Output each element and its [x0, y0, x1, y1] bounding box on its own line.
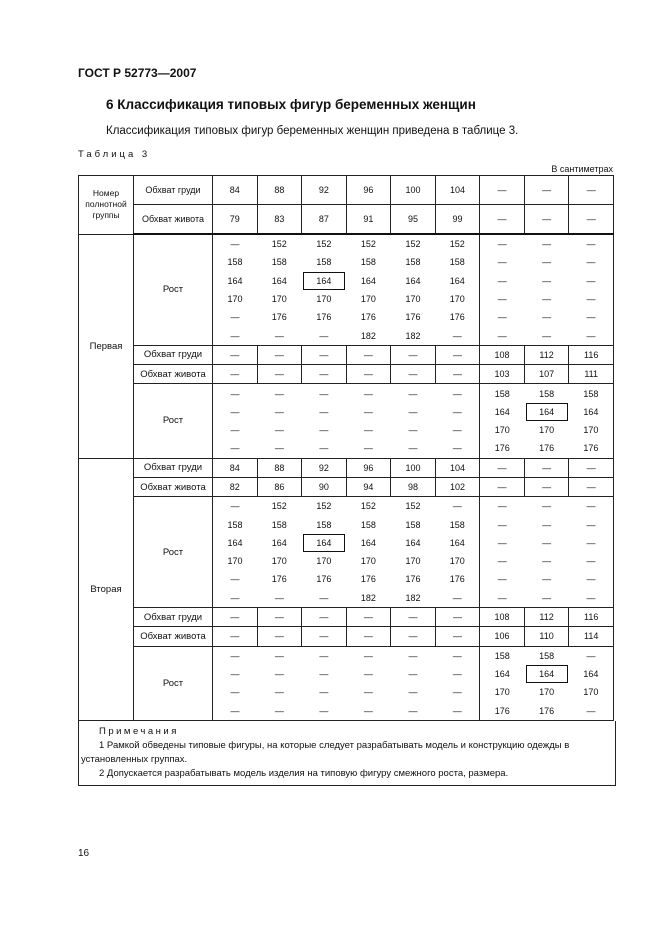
table-cell: 164	[405, 275, 421, 286]
table-cell: 176	[480, 701, 525, 720]
row-label: Рост	[134, 384, 213, 458]
table-cell: —	[257, 607, 302, 626]
table-cell: 96	[346, 176, 391, 205]
table-cell: 94	[346, 477, 391, 496]
table-cell: 99	[435, 205, 480, 235]
table-cell: 158	[480, 646, 525, 665]
table-cell: —	[524, 205, 569, 235]
table-row	[79, 365, 614, 384]
table-cell: —	[302, 627, 347, 646]
table-cell: 164	[480, 665, 525, 683]
table-cell: 182	[346, 326, 391, 345]
table-cell: —	[569, 515, 614, 533]
table-cell: 92	[302, 458, 347, 477]
table-cell: 82	[213, 477, 258, 496]
table-cell: —	[542, 519, 552, 530]
row-label: Обхват груди	[134, 458, 213, 477]
table-cell: 170	[271, 294, 287, 305]
row-label: Обхват груди	[134, 176, 213, 205]
table-cell: 170	[480, 683, 525, 701]
table-row	[79, 646, 614, 665]
table-cell: —	[542, 501, 552, 512]
section-title: 6 Классификация типовых фигур беременных женщин	[106, 97, 476, 112]
table-cell: —	[542, 574, 552, 585]
row-label: Обхват живота	[134, 627, 213, 646]
table-cell: 95	[391, 205, 436, 235]
table-cell: —	[213, 308, 258, 326]
table-cell: —	[213, 607, 258, 626]
table-cell: 112	[524, 607, 569, 626]
table-cell: 158	[449, 257, 465, 268]
table-cell: 158	[271, 257, 287, 268]
row-label: Рост	[134, 646, 213, 720]
table-cell: 158	[569, 384, 614, 403]
table-cell: 170	[316, 556, 332, 567]
table-header-row	[79, 205, 614, 235]
table-cell: 158	[316, 519, 332, 530]
table-cell: —	[257, 589, 302, 608]
table-cell: —	[319, 406, 329, 417]
table-cell: —	[408, 388, 418, 399]
table-cell: —	[542, 239, 552, 250]
table-cell: —	[569, 205, 614, 235]
typical-figure-box: 164	[303, 272, 345, 290]
table-row	[79, 627, 614, 646]
table-cell: 107	[524, 365, 569, 384]
table-cell: —	[435, 365, 480, 384]
table-cell: 91	[346, 205, 391, 235]
table-cell: 108	[480, 607, 525, 626]
table-cell: 152	[405, 239, 421, 250]
table-cell: —	[524, 589, 569, 608]
table-cell: —	[274, 425, 284, 436]
table-cell: —	[391, 701, 436, 720]
row-label: Обхват живота	[134, 477, 213, 496]
table-cell: —	[213, 326, 258, 345]
table-cell: —	[274, 406, 284, 417]
table-cell: —	[569, 308, 614, 326]
table-cell: 90	[302, 477, 347, 496]
group-column-header: Номер полнотной группы	[79, 176, 134, 235]
table-cell: —	[480, 290, 525, 308]
table-cell: —	[569, 458, 614, 477]
table-cell: 176	[360, 312, 376, 323]
table-cell: 152	[271, 239, 287, 250]
table-cell: 176	[480, 439, 525, 458]
table-cell: 114	[569, 627, 614, 646]
table-cell: 164	[271, 275, 287, 286]
table-cell: —	[302, 345, 347, 364]
table-cell: —	[452, 425, 462, 436]
table-cell: —	[346, 607, 391, 626]
table-cell: —	[542, 275, 552, 286]
table-cell: 88	[257, 176, 302, 205]
table-cell: —	[213, 421, 258, 439]
table-cell: 158	[539, 650, 555, 661]
table-cell: —	[363, 425, 373, 436]
table-cell: —	[213, 701, 258, 720]
table-cell: —	[452, 668, 462, 679]
table-cell: 108	[480, 345, 525, 364]
table-cell: 98	[391, 477, 436, 496]
group-name: Первая	[79, 234, 134, 458]
table-cell: —	[408, 687, 418, 698]
table-cell: —	[569, 176, 614, 205]
table-cell: 79	[213, 205, 258, 235]
table-cell: 152	[316, 239, 332, 250]
table-cell: 182	[391, 326, 436, 345]
table-cell: 170	[569, 421, 614, 439]
table-cell: 100	[391, 176, 436, 205]
table-cell: —	[213, 497, 258, 516]
table-cell: 170	[449, 294, 465, 305]
table-cell: —	[480, 272, 525, 290]
table-cell: 158	[405, 519, 421, 530]
table-cell: —	[480, 176, 525, 205]
table-cell: 164	[271, 537, 287, 548]
table-cell: —	[302, 589, 347, 608]
table-cell: —	[480, 534, 525, 552]
table-row	[79, 234, 614, 253]
table-cell: 112	[524, 345, 569, 364]
table-cell: 86	[257, 477, 302, 496]
table-cell: 170	[405, 556, 421, 567]
table-cell: 104	[435, 176, 480, 205]
table-cell: —	[302, 439, 347, 458]
page-number: 16	[78, 848, 90, 859]
table-units: В сантиметрах	[551, 164, 613, 174]
table-cell: —	[452, 501, 462, 512]
table-row	[79, 384, 614, 403]
table-cell: —	[524, 326, 569, 345]
group-name: Вторая	[79, 458, 134, 720]
table-cell: —	[569, 701, 614, 720]
table-header-row	[79, 176, 614, 205]
table-cell: —	[319, 425, 329, 436]
note-item: 1 Рамкой обведены типовые фигуры, на которые следует разрабатывать модель и конструкцию одежды в установленных группах.	[81, 740, 570, 765]
table-cell: —	[480, 308, 525, 326]
table-cell: —	[257, 439, 302, 458]
table-cell: 84	[213, 176, 258, 205]
table-cell: —	[542, 312, 552, 323]
table-cell-typical	[524, 665, 569, 683]
table-row	[79, 458, 614, 477]
table-cell: —	[408, 668, 418, 679]
table-cell: —	[213, 384, 258, 403]
table-cell: —	[346, 701, 391, 720]
table-cell: 176	[524, 701, 569, 720]
table-cell: —	[391, 345, 436, 364]
table-cell: 170	[316, 294, 332, 305]
table-cell: —	[391, 439, 436, 458]
table-cell: 158	[213, 515, 258, 533]
table-cell: 102	[435, 477, 480, 496]
table-cell: —	[569, 234, 614, 253]
table-cell: —	[569, 552, 614, 570]
table-cell: —	[569, 272, 614, 290]
table-cell: 170	[569, 683, 614, 701]
table-cell: —	[319, 388, 329, 399]
table-cell: —	[213, 365, 258, 384]
table-cell: —	[391, 607, 436, 626]
table-cell: —	[435, 345, 480, 364]
table-cell: —	[363, 388, 373, 399]
table-cell: 87	[302, 205, 347, 235]
table-cell: —	[569, 497, 614, 516]
table-cell: —	[452, 650, 462, 661]
table-cell: 100	[391, 458, 436, 477]
table-cell: 170	[480, 421, 525, 439]
row-label: Обхват груди	[134, 607, 213, 626]
table-cell: —	[346, 365, 391, 384]
table-cell: 176	[449, 312, 465, 323]
table-cell: 182	[346, 589, 391, 608]
table-cell: 158	[480, 384, 525, 403]
table-cell: 164	[213, 534, 258, 552]
table-row	[79, 477, 614, 496]
table-cell: 164	[480, 403, 525, 421]
table-cell: 158	[213, 253, 258, 271]
table-cell: 164	[213, 272, 258, 290]
table-cell-typical	[302, 272, 347, 290]
table-cell: —	[274, 388, 284, 399]
table-cell: —	[408, 425, 418, 436]
table-cell: —	[302, 326, 347, 345]
table-cell: —	[542, 294, 552, 305]
table-cell: 106	[480, 627, 525, 646]
table-caption: Таблица 3	[78, 149, 151, 160]
row-label: Рост	[134, 234, 213, 345]
table-cell: —	[480, 253, 525, 271]
table-cell: —	[257, 627, 302, 646]
table-cell: 170	[213, 290, 258, 308]
table-cell: 104	[435, 458, 480, 477]
table-row	[79, 345, 614, 364]
table-cell: —	[569, 589, 614, 608]
table-cell: 170	[271, 556, 287, 567]
table-cell: —	[213, 570, 258, 588]
row-label: Обхват груди	[134, 345, 213, 364]
typical-figure-box: 164	[303, 534, 345, 552]
table-cell: —	[391, 627, 436, 646]
table-cell: —	[480, 497, 525, 516]
table-cell: —	[569, 290, 614, 308]
table-cell: —	[346, 345, 391, 364]
table-cell: 103	[480, 365, 525, 384]
table-cell: 170	[449, 556, 465, 567]
table-cell: 176	[449, 574, 465, 585]
table-cell: 164	[360, 537, 376, 548]
table-cell: —	[452, 388, 462, 399]
table-cell: 116	[569, 345, 614, 364]
table-cell: —	[213, 439, 258, 458]
table-cell: —	[302, 607, 347, 626]
table-cell: —	[257, 345, 302, 364]
table-cell: —	[435, 701, 480, 720]
table-cell: —	[319, 650, 329, 661]
table-cell: 176	[271, 574, 287, 585]
table-cell: 176	[524, 439, 569, 458]
table-cell: 182	[391, 589, 436, 608]
table-cell: —	[480, 589, 525, 608]
table-cell: 152	[360, 239, 376, 250]
table-cell: —	[524, 477, 569, 496]
table-cell: —	[569, 326, 614, 345]
table-cell: —	[435, 589, 480, 608]
table-cell: 158	[271, 519, 287, 530]
table-cell: 84	[213, 458, 258, 477]
table-cell: —	[213, 683, 258, 701]
table-cell: —	[569, 253, 614, 271]
table-cell: —	[569, 570, 614, 588]
table-cell: —	[274, 650, 284, 661]
table-cell: —	[480, 552, 525, 570]
table-cell: 158	[539, 388, 555, 399]
table-cell: —	[319, 687, 329, 698]
table-cell: —	[480, 205, 525, 235]
table-cell: —	[435, 627, 480, 646]
table-cell: —	[408, 406, 418, 417]
table-cell: —	[213, 665, 258, 683]
table-cell: 176	[405, 574, 421, 585]
table-row	[79, 497, 614, 516]
typical-figure-box: 164	[526, 665, 568, 683]
row-label: Обхват живота	[134, 365, 213, 384]
classification-table	[78, 175, 614, 721]
table-cell: —	[542, 257, 552, 268]
table-cell: —	[257, 326, 302, 345]
section-intro: Классификация типовых фигур беременных женщин приведена в таблице 3.	[106, 125, 519, 137]
table-cell: 164	[405, 537, 421, 548]
table-cell: —	[480, 326, 525, 345]
table-cell: 164	[569, 665, 614, 683]
table-cell: —	[480, 477, 525, 496]
table-cell: —	[363, 668, 373, 679]
table-cell: —	[213, 345, 258, 364]
table-cell: 116	[569, 607, 614, 626]
table-cell: 110	[524, 627, 569, 646]
table-cell: 158	[449, 519, 465, 530]
table-cell: 164	[569, 403, 614, 421]
table-cell: 83	[257, 205, 302, 235]
table-cell: —	[363, 687, 373, 698]
note-item: 2 Допускается разрабатывать модель изделия на типовую фигуру смежного роста, размера.	[99, 768, 509, 779]
table-cell: 176	[316, 312, 332, 323]
table-cell: 176	[360, 574, 376, 585]
table-cell: 170	[213, 552, 258, 570]
table-cell: —	[524, 458, 569, 477]
table-cell: —	[274, 668, 284, 679]
table-cell: 170	[360, 294, 376, 305]
table-cell-typical	[302, 534, 347, 552]
notes-title: Примечания	[99, 726, 179, 737]
table-cell: —	[435, 326, 480, 345]
table-cell: 170	[360, 556, 376, 567]
table-cell: —	[480, 458, 525, 477]
table-cell: —	[569, 477, 614, 496]
table-cell: —	[302, 701, 347, 720]
table-notes	[78, 721, 616, 786]
table-cell: 170	[405, 294, 421, 305]
table-cell: —	[435, 439, 480, 458]
table-cell: —	[302, 365, 347, 384]
table-cell: 170	[539, 425, 555, 436]
table-cell: —	[524, 176, 569, 205]
table-cell: 158	[316, 257, 332, 268]
table-row	[79, 607, 614, 626]
table-cell: —	[213, 646, 258, 665]
row-label: Обхват живота	[134, 205, 213, 235]
row-label: Рост	[134, 497, 213, 608]
table-cell: 158	[360, 519, 376, 530]
table-cell: 92	[302, 176, 347, 205]
table-cell: 176	[316, 574, 332, 585]
table-cell: 152	[316, 501, 332, 512]
table-cell: —	[452, 687, 462, 698]
table-cell: —	[213, 589, 258, 608]
standard-number: ГОСТ Р 52773—2007	[78, 66, 197, 80]
table-cell: —	[319, 668, 329, 679]
table-cell: 176	[271, 312, 287, 323]
table-cell: —	[257, 365, 302, 384]
table-cell: 96	[346, 458, 391, 477]
table-cell: —	[363, 406, 373, 417]
table-cell: 152	[449, 239, 465, 250]
typical-figure-box: 164	[526, 403, 568, 421]
table-cell: —	[274, 687, 284, 698]
table-cell: 111	[569, 365, 614, 384]
table-cell: —	[408, 650, 418, 661]
table-cell: —	[542, 537, 552, 548]
table-cell: 152	[360, 501, 376, 512]
table-cell: 158	[360, 257, 376, 268]
table-cell: —	[363, 650, 373, 661]
table-cell: —	[542, 556, 552, 567]
table-cell: —	[257, 701, 302, 720]
table-cell: —	[569, 646, 614, 665]
table-cell: —	[213, 234, 258, 253]
table-cell: 152	[405, 501, 421, 512]
table-cell: 88	[257, 458, 302, 477]
table-cell: 158	[405, 257, 421, 268]
table-cell-typical	[524, 403, 569, 421]
table-cell: —	[569, 534, 614, 552]
table-cell: —	[435, 607, 480, 626]
table-cell: —	[346, 439, 391, 458]
table-cell: 164	[449, 537, 465, 548]
table-cell: —	[452, 406, 462, 417]
table-cell: —	[213, 403, 258, 421]
table-cell: —	[213, 627, 258, 646]
table-cell: 170	[539, 687, 555, 698]
table-cell: 164	[449, 275, 465, 286]
table-cell: —	[346, 627, 391, 646]
table-cell: —	[480, 234, 525, 253]
table-cell: —	[480, 515, 525, 533]
table-cell: 164	[360, 275, 376, 286]
table-cell: 176	[405, 312, 421, 323]
table-cell: 152	[271, 501, 287, 512]
table-cell: 176	[569, 439, 614, 458]
table-cell: —	[480, 570, 525, 588]
table-cell: —	[391, 365, 436, 384]
